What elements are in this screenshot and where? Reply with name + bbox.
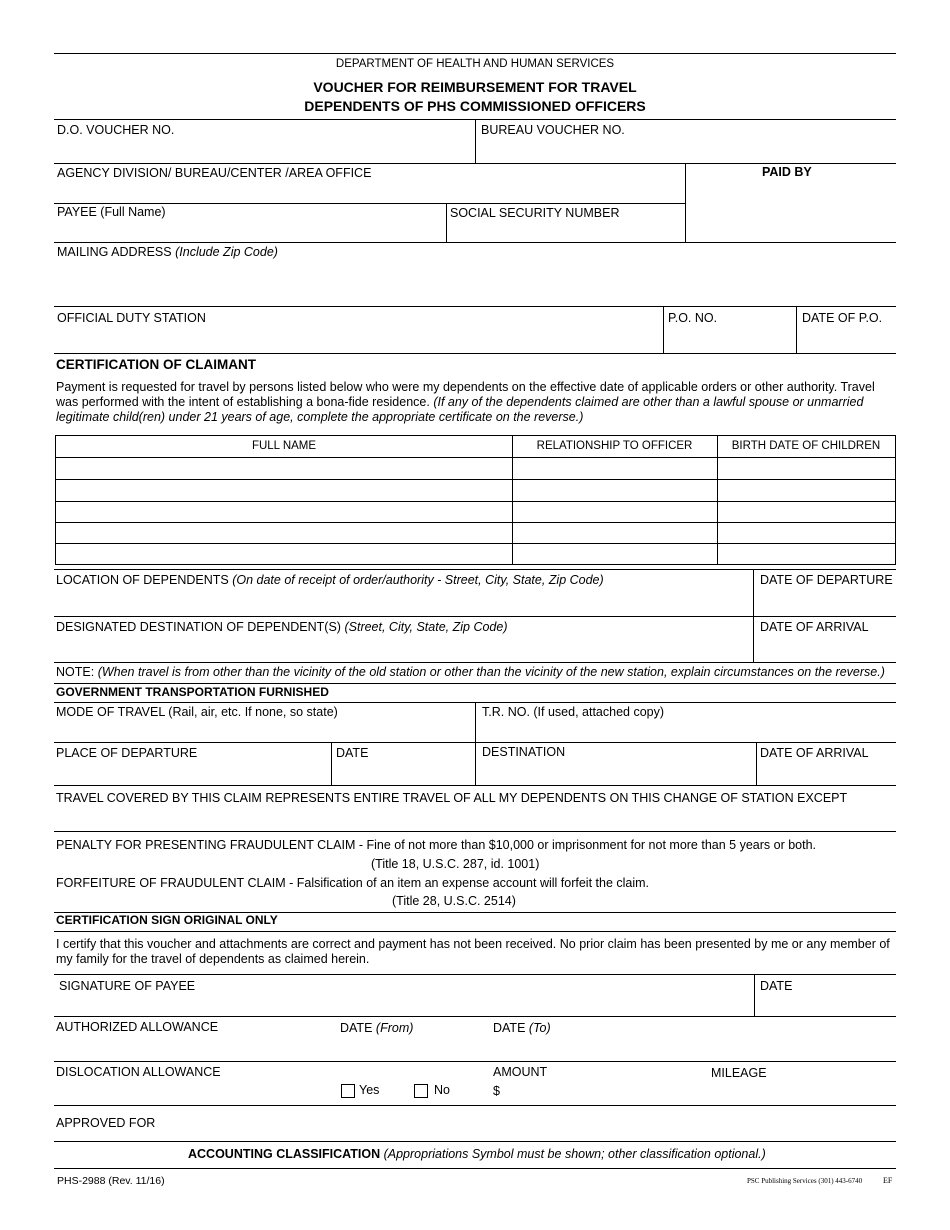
accounting-label: ACCOUNTING CLASSIFICATION [188, 1147, 381, 1161]
mailing-address-text: MAILING ADDRESS [57, 245, 172, 259]
rule [685, 163, 686, 243]
rule [54, 1016, 896, 1017]
dependents-table [55, 435, 896, 565]
table-row[interactable] [56, 543, 895, 544]
note-text: (When travel is from other than the vicinity of the old station or other than the vicinity of the new station, explain circumstances on the reverse.) [97, 665, 885, 679]
no-label: No [434, 1083, 450, 1097]
certification-sign-heading: CERTIFICATION SIGN ORIGINAL ONLY [56, 913, 278, 927]
date-to-text: DATE [493, 1021, 526, 1035]
dislocation-allowance-label: DISLOCATION ALLOWANCE [56, 1065, 221, 1079]
rule [54, 662, 896, 663]
form-number: PHS-2988 (Rev. 11/16) [57, 1175, 165, 1187]
top-rule [54, 53, 896, 54]
date-of-arrival-label: DATE OF ARRIVAL [760, 620, 869, 634]
forfeiture-citation: (Title 28, U.S.C. 2514) [392, 894, 516, 908]
tr-no-label: T.R. NO. (If used, attached copy) [482, 705, 665, 719]
rule [54, 616, 896, 617]
certification-claimant-heading: CERTIFICATION OF CLAIMANT [56, 357, 256, 372]
location-of-dependents-label [56, 573, 604, 587]
penalty-citation: (Title 18, U.S.C. 287, id. 1001) [371, 857, 540, 871]
accounting-classification [188, 1147, 766, 1161]
designated-destination-label [56, 620, 508, 634]
ssn-label: SOCIAL SECURITY NUMBER [450, 206, 620, 220]
certification-plain-text: Payment is requested for travel by persons listed below who were my dependents on the effective date of applicable orders or other authority. Travel was performed with the intent of establishing a bona-fide residence. [56, 380, 875, 409]
date-to-label [493, 1021, 551, 1035]
rule [54, 569, 896, 570]
rule [54, 1105, 896, 1106]
amount-label: AMOUNT [493, 1065, 548, 1079]
dollar-sign: $ [493, 1084, 500, 1098]
rule [54, 1061, 896, 1062]
rule [475, 702, 476, 785]
certification-sign-text: I certify that this voucher and attachments are correct and payment has not been received. No prior claim has been presented by me or any member of my family for the travel of dependents as claimed herein. [56, 937, 890, 966]
rule [54, 931, 896, 932]
table-column-divider [512, 436, 513, 564]
place-of-departure-label: PLACE OF DEPARTURE [56, 746, 198, 760]
date-to-italic: (To) [528, 1021, 551, 1035]
rule [54, 742, 896, 743]
signature-of-payee-label: SIGNATURE OF PAYEE [59, 979, 196, 993]
paid-by-label: PAID BY [762, 165, 812, 179]
gov-transport-heading: GOVERNMENT TRANSPORTATION FURNISHED [56, 685, 329, 699]
accounting-note: (Appropriations Symbol must be shown; other classification optional.) [383, 1147, 766, 1161]
rule [756, 742, 757, 785]
transport-destination-label: DESTINATION [482, 745, 566, 759]
signature-date-label: DATE [760, 979, 793, 993]
table-row[interactable] [56, 457, 895, 458]
rule [54, 163, 896, 164]
date-of-po-label: DATE OF P.O. [802, 311, 883, 325]
no-checkbox[interactable] [414, 1084, 428, 1098]
rule [54, 203, 685, 204]
table-row[interactable] [56, 501, 895, 502]
authorized-allowance-label: AUTHORIZED ALLOWANCE [56, 1020, 219, 1034]
rule [475, 119, 476, 163]
ef-mark: EF [883, 1176, 893, 1185]
yes-checkbox[interactable] [341, 1084, 355, 1098]
department-name: DEPARTMENT OF HEALTH AND HUMAN SERVICES [335, 58, 615, 70]
table-row[interactable] [56, 479, 895, 480]
rule [54, 785, 896, 786]
column-header-birth-date: BIRTH DATE OF CHILDREN [731, 440, 881, 452]
table-row[interactable] [56, 522, 895, 523]
yes-label: Yes [359, 1083, 380, 1097]
date-of-departure-label: DATE OF DEPARTURE [760, 573, 893, 587]
certification-italic-text: (If any of the dependents claimed are other than a lawful spouse or unmarried legitimate child(ren) under 21 years of age, complete the appropriate certificate on the reverse.) [56, 395, 864, 424]
agency-division-label: AGENCY DIVISION/ BUREAU/CENTER /AREA OFFICE [57, 166, 372, 180]
rule [331, 742, 332, 785]
mailing-address-label [57, 245, 278, 259]
certification-claimant-text [56, 380, 896, 425]
po-no-label: P.O. NO. [668, 311, 718, 325]
rule [54, 353, 896, 354]
date-from-label [340, 1021, 413, 1035]
form-title-line2: DEPENDENTS OF PHS COMMISSIONED OFFICERS [304, 98, 646, 114]
transport-date-of-arrival-label: DATE OF ARRIVAL [760, 746, 869, 760]
note-label: NOTE: [56, 665, 95, 679]
rule [54, 1141, 896, 1142]
travel-note [56, 665, 885, 679]
payee-label: PAYEE (Full Name) [57, 205, 166, 219]
official-duty-station-label: OFFICIAL DUTY STATION [57, 311, 206, 325]
publisher-info: PSC Publishing Services (301) 443-6740 [747, 1177, 863, 1185]
rule [54, 974, 896, 975]
location-note: (On date of receipt of order/authority - Street, City, State, Zip Code) [232, 573, 604, 587]
rule [54, 242, 896, 243]
mode-of-travel-label: MODE OF TRAVEL (Rail, air, etc. If none, so state) [56, 705, 338, 719]
rule [796, 306, 797, 353]
table-column-divider [717, 436, 718, 564]
rule [754, 974, 755, 1016]
column-header-relationship: RELATIONSHIP TO OFFICER [536, 440, 693, 452]
destination-note: (Street, City, State, Zip Code) [344, 620, 508, 634]
date-from-text: DATE [340, 1021, 373, 1035]
rule [54, 831, 896, 832]
mileage-label: MILEAGE [711, 1066, 767, 1080]
forfeiture-statement: FORFEITURE OF FRAUDULENT CLAIM - Falsification of an item an expense account will forfeit the claim. [56, 876, 650, 890]
rule [54, 306, 896, 307]
entire-travel-statement: TRAVEL COVERED BY THIS CLAIM REPRESENTS ENTIRE TRAVEL OF ALL MY DEPENDENTS ON THIS CHANGE OF STATION EXCEPT [56, 791, 848, 805]
do-voucher-label: D.O. VOUCHER NO. [57, 123, 175, 137]
rule [54, 683, 896, 684]
mailing-address-note: (Include Zip Code) [175, 245, 278, 259]
form-title-line1: VOUCHER FOR REIMBURSEMENT FOR TRAVEL [313, 79, 637, 95]
rule [663, 306, 664, 353]
departure-date-label: DATE [336, 746, 369, 760]
location-text: LOCATION OF DEPENDENTS [56, 573, 229, 587]
destination-text: DESIGNATED DESTINATION OF DEPENDENT(S) [56, 620, 341, 634]
penalty-statement: PENALTY FOR PRESENTING FRAUDULENT CLAIM - Fine of not more than $10,000 or imprisonment for not more than 5 years or both. [56, 838, 817, 852]
rule [54, 1168, 896, 1169]
column-header-full-name: FULL NAME [251, 440, 317, 452]
approved-for-label: APPROVED FOR [56, 1116, 156, 1130]
date-from-italic: (From) [375, 1021, 414, 1035]
bureau-voucher-label: BUREAU VOUCHER NO. [481, 123, 625, 137]
rule [446, 203, 447, 243]
